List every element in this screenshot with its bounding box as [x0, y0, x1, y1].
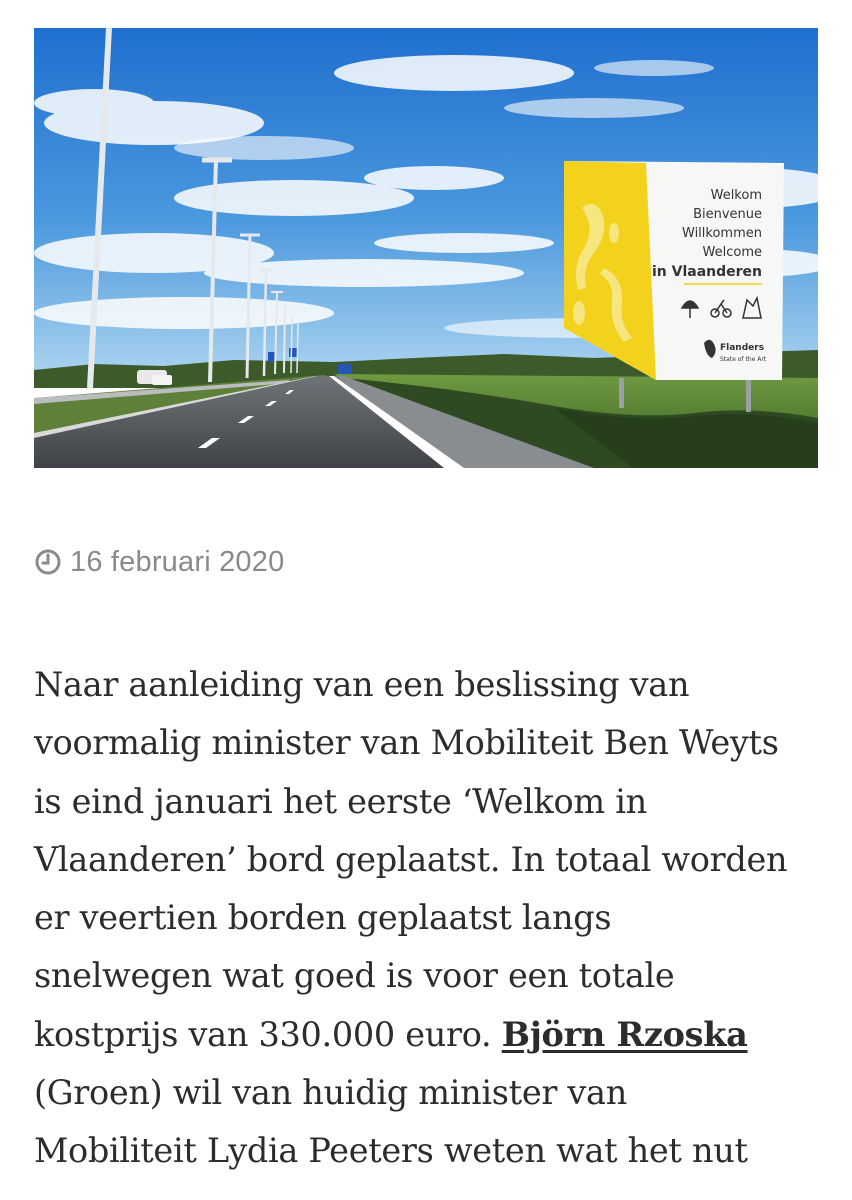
- article-line: (Groen) wil van huidig minister van: [34, 1073, 628, 1113]
- sign-brand: Flanders: [720, 343, 765, 353]
- sign-line-bienvenue: Bienvenue: [693, 207, 762, 222]
- sign-line-in-vlaanderen: in Vlaanderen: [651, 264, 762, 280]
- sign-line-willkommen: Willkommen: [682, 226, 762, 241]
- article-line: voormalig minister van Mobiliteit Ben Weyts: [34, 723, 779, 763]
- post-date: [34, 540, 284, 584]
- article-line: Mobiliteit Lydia Peeters weten wat het nut: [34, 1131, 748, 1171]
- date-text: 16 februari 2020: [70, 545, 285, 578]
- article-line: Naar aanleiding van een beslissing van: [34, 665, 690, 704]
- clock-icon: [34, 548, 62, 576]
- article-paragraph: [34, 656, 824, 1181]
- article-line-text: kostprijs van 330.000 euro.: [34, 1014, 502, 1054]
- article-line: is eind januari het eerste ‘Welkom in: [34, 781, 647, 821]
- article-body: [34, 656, 824, 1181]
- article-line: snelwegen wat goed is voor een totale: [34, 956, 675, 996]
- sign-line-welkom: Welkom: [710, 188, 762, 203]
- sign-tagline: State of the Art: [720, 356, 767, 363]
- article-line: [34, 1006, 824, 1064]
- article-line: Vlaanderen’ bord geplaatst. In totaal worden: [34, 839, 788, 879]
- sign-line-welcome: Welcome: [702, 245, 762, 260]
- article-line: er veertien borden geplaatst langs: [34, 898, 612, 938]
- bjorn-rzoska-link[interactable]: Björn Rzoska: [501, 1014, 748, 1054]
- article-hero-image: [34, 28, 818, 468]
